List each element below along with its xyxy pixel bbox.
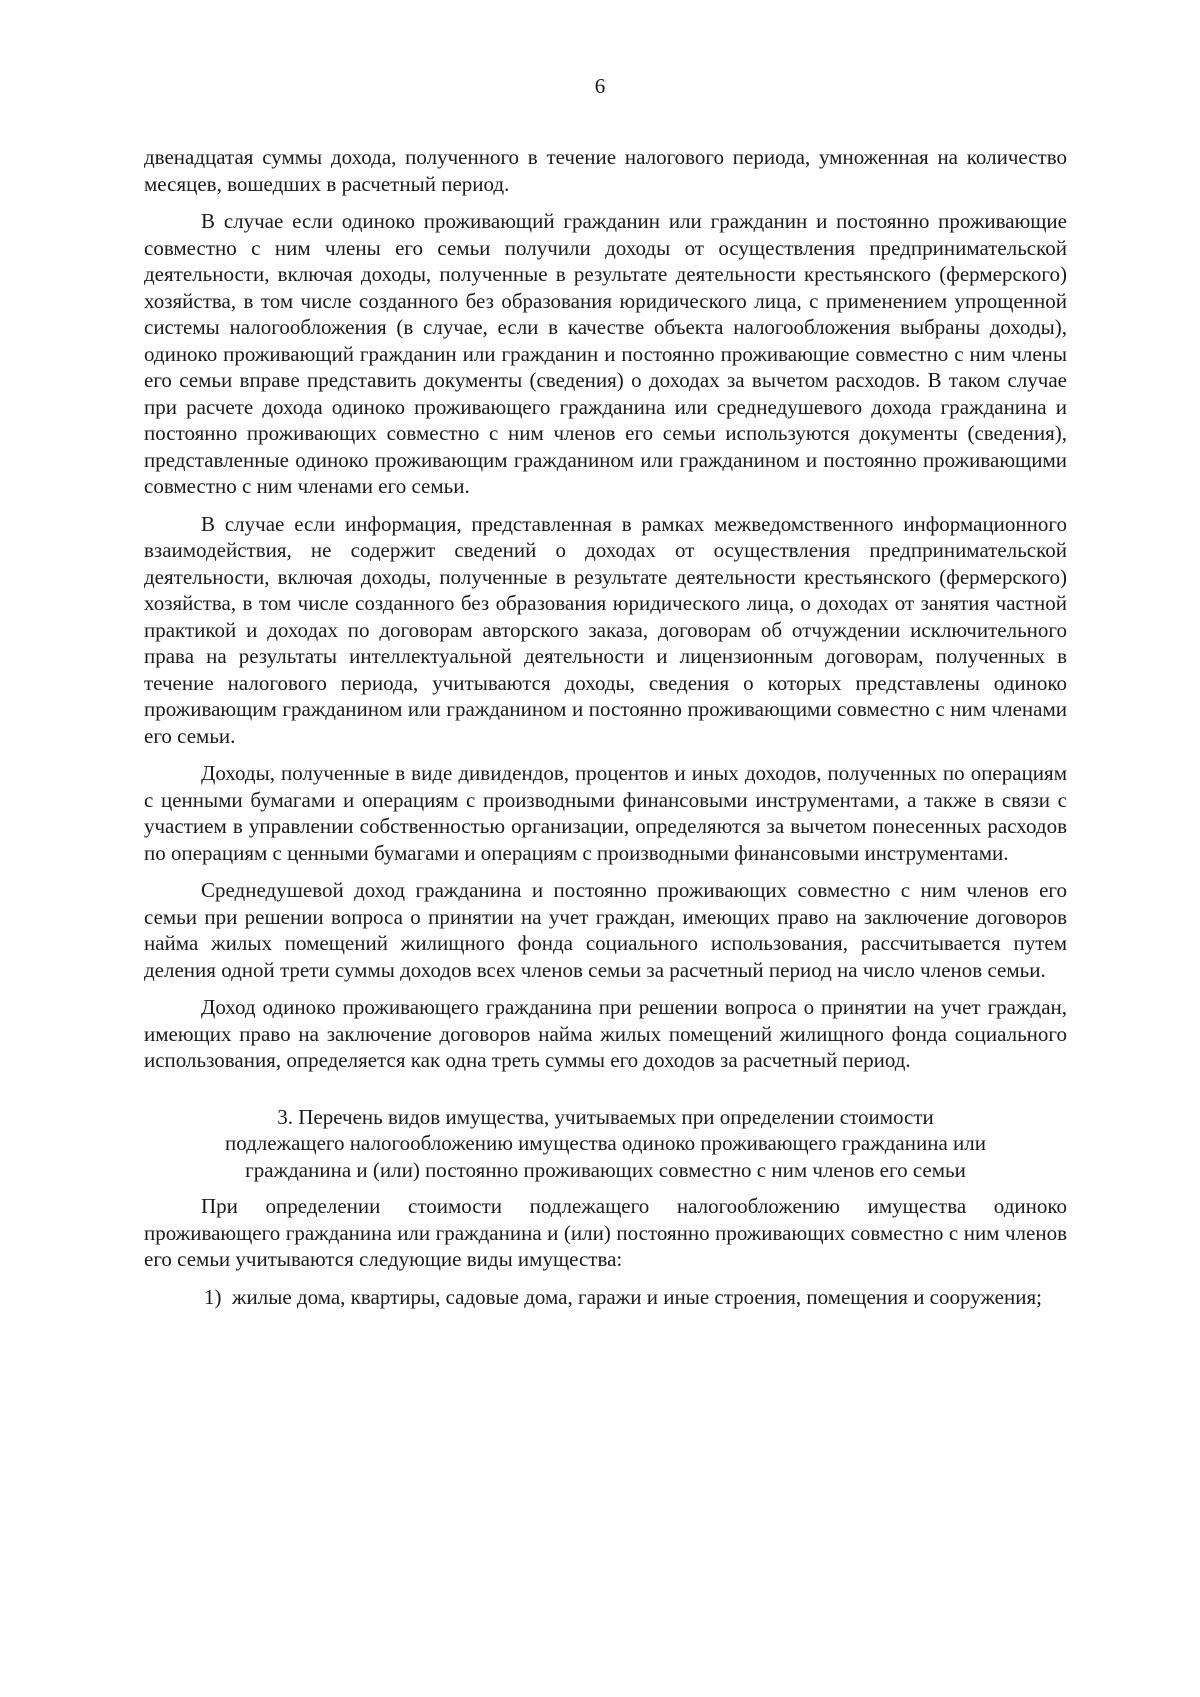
section-3-heading-line-2: подлежащего налогообложению имущества одиноко проживающего гражданина или [224,1131,986,1155]
paragraph-dividends: Доходы, полученные в виде дивидендов, процентов и иных доходов, полученных по операциям с ценными бумагами и операциям с производными финансовыми инструментами, а также в связи с участием в управлении собственностью организации, определяются за вычетом понесенных расходов по операциям с ценными бумагами и операциям с производными финансовыми инструментами. [144,761,1067,865]
list-item-text: жилые дома, квартиры, садовые дома, гаражи и иные строения, помещения и сооружения; [232,1284,1042,1309]
section-3-intro: При определении стоимости подлежащего налогообложению имущества одиноко проживающего гражданина или гражданина и (или) постоянно проживающих совместно с ним членов его семьи учитываются следующие виды имущества: [144,1194,1067,1271]
list-item-number: 1) [204,1284,222,1309]
paragraph-per-capita-income: Среднедушевой доход гражданина и постоянно проживающих совместно с ним членов его семьи при решении вопроса о принятии на учет граждан, имеющих право на заключение договоров найма жилых помещений жилищного фонда социального использования, рассчитывается путем деления одной трети суммы доходов всех членов семьи за расчетный период на число членов семьи. [144,878,1067,982]
paragraph-interagency-info: В случае если информация, представленная в рамках межведомственного информационного взаимодействия, не содержит сведений о доходах от осуществления предпринимательской деятельности, включая доходы, полученные в результате деятельности крестьянского (фермерского) хозяйства, в том числе созданного без образования юридического лица, о доходах от занятия частной практикой и доходах по договорам авторского заказа, договорам об отчуждении исключительного права на результаты интеллектуальной деятельности и лицензионным договорам, полученных в течение налогового периода, учитываются доходы, сведения о которых представлены одиноко проживающим гражданином или гражданином и постоянно проживающими совместно с ним членами его семьи. [144,511,1067,748]
paragraph-entrepreneur-income: В случае если одиноко проживающий гражданин или гражданин и постоянно проживающие совместно с ним члены его семьи получили доходы от осуществления предпринимательской деятельности, включая доходы, полученные в результате деятельности крестьянского (фермерского) хозяйства, в том числе созданного без образования юридического лица, с применением упрощенной системы налогообложения (в случае, если в качестве объекта налогообложения выбраны доходы), одиноко проживающий гражданин или гражданин и постоянно проживающие совместно с ним члены его семьи вправе представить документы (сведения) о доходах за вычетом расходов. В таком случае при расчете дохода одиноко проживающего гражданина или среднедушевого дохода гражданина и постоянно проживающих совместно с ним членов его семьи используются документы (сведения), представленные одиноко проживающим гражданином или гражданином и постоянно проживающими совместно с ним членами его семьи. [144,209,1067,498]
page-number: 6 [594,74,606,98]
paragraph-continuation: двенадцатая суммы дохода, полученного в течение налогового периода, умноженная на количество месяцев, вошедших в расчетный период. [144,145,1067,196]
section-3-heading-line-3: гражданина и (или) постоянно проживающих совместно с ним членов его семьи [245,1157,966,1182]
document-body [144,144,1067,1310]
list-item [144,1284,1067,1311]
section-3-heading-line-1: 3. Перечень видов имущества, учитываемых при определении стоимости [277,1104,934,1129]
section-3-heading [144,1104,1067,1184]
paragraph-single-citizen-income: Доход одиноко проживающего гражданина при решении вопроса о принятии на учет граждан, имеющих право на заключение договоров найма жилых помещений жилищного фонда социального использования, определяется как одна треть суммы его доходов за расчетный период. [144,995,1067,1072]
